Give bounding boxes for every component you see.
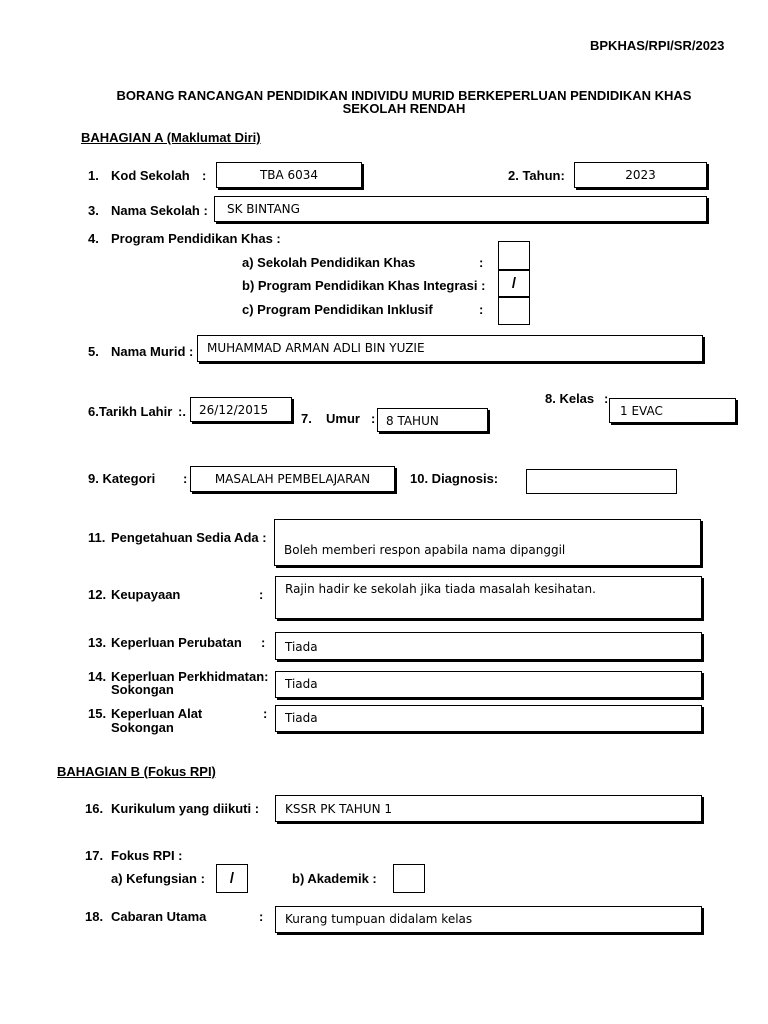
- umur-field[interactable]: [377, 408, 488, 432]
- tahun-value: 2023: [625, 168, 656, 182]
- q12-number: 12.: [88, 587, 107, 602]
- akademik-checkbox[interactable]: [393, 864, 425, 893]
- q13-label: Keperluan Perubatan: [111, 635, 242, 650]
- keperluan-perubatan-field[interactable]: [275, 632, 702, 660]
- q3-label: Nama Sekolah :: [111, 203, 208, 218]
- keperluan-perkhidmatan-value: Tiada: [285, 677, 318, 691]
- q4-label: Program Pendidikan Khas :: [111, 231, 281, 246]
- keperluan-perkhidmatan-field[interactable]: [275, 671, 702, 698]
- q4-option-c-colon: :: [479, 302, 484, 317]
- q18-colon: :: [259, 909, 264, 924]
- pengetahuan-sedia-ada-field[interactable]: [274, 519, 701, 566]
- q12-label: Keupayaan: [111, 587, 181, 602]
- kategori-field[interactable]: [190, 466, 395, 492]
- kod-sekolah-field[interactable]: [216, 162, 362, 188]
- q15-number: 15.: [88, 706, 107, 721]
- q7-number: 7.: [301, 411, 312, 426]
- q17-label: Fokus RPI :: [111, 848, 183, 863]
- q9-colon: :: [183, 471, 188, 486]
- form-title-line2: SEKOLAH RENDAH: [342, 101, 466, 116]
- q3-number: 3.: [88, 203, 99, 218]
- form-reference-code: BPKHAS/RPI/SR/2023: [590, 38, 725, 53]
- kelas-value: 1 EVAC: [620, 404, 663, 418]
- q18-label: Cabaran Utama: [111, 909, 207, 924]
- q4-option-c-checkbox[interactable]: [498, 297, 530, 325]
- q16-number: 16.: [85, 801, 104, 816]
- q9-label: 9. Kategori: [88, 471, 156, 486]
- q4-option-a-checkbox[interactable]: [498, 241, 530, 270]
- diagnosis-field[interactable]: [526, 469, 677, 494]
- q14-label-line2: Sokongan: [111, 682, 174, 697]
- kefungsian-checkbox[interactable]: /: [216, 864, 248, 893]
- q12-colon: :: [259, 587, 264, 602]
- tahun-field[interactable]: [574, 162, 707, 188]
- nama-murid-value: MUHAMMAD ARMAN ADLI BIN YUZIE: [207, 341, 425, 355]
- cabaran-utama-value: Kurang tumpuan didalam kelas: [285, 912, 473, 926]
- tarikh-lahir-field[interactable]: [190, 397, 292, 422]
- q15-colon: :: [263, 706, 268, 721]
- q1-colon: :: [202, 168, 207, 183]
- q13-colon: :: [261, 635, 266, 650]
- q17-number: 17.: [85, 848, 104, 863]
- q4-option-b-checkbox[interactable]: /: [498, 270, 530, 297]
- q18-number: 18.: [85, 909, 104, 924]
- q1-number: 1.: [88, 168, 99, 183]
- q11-label: Pengetahuan Sedia Ada :: [111, 530, 267, 545]
- keupayaan-value: Rajin hadir ke sekolah jika tiada masalah kesihatan.: [285, 582, 596, 596]
- kurikulum-field[interactable]: [275, 795, 702, 822]
- q7-colon: :: [371, 411, 376, 426]
- q8-colon: :: [604, 391, 609, 406]
- keperluan-perubatan-value: Tiada: [285, 640, 318, 654]
- q4-option-b-label: b) Program Pendidikan Khas Integrasi :: [242, 278, 486, 293]
- section-a-title: BAHAGIAN A (Maklumat Diri): [81, 130, 261, 145]
- keperluan-alat-field[interactable]: [275, 705, 702, 732]
- q4-option-a-colon: :: [479, 255, 484, 270]
- kategori-value: MASALAH PEMBELAJARAN: [214, 472, 371, 486]
- q6-colon: :.: [178, 404, 186, 419]
- q15-label-line1: Keperluan Alat: [111, 706, 203, 721]
- kod-sekolah-value: TBA 6034: [259, 168, 319, 182]
- form-title-line1: BORANG RANCANGAN PENDIDIKAN INDIVIDU MURID BERKEPERLUAN PENDIDIKAN KHAS: [116, 88, 692, 103]
- q16-label: Kurikulum yang diikuti :: [111, 801, 260, 816]
- q4-option-c-label: c) Program Pendidikan Inklusif: [242, 302, 433, 317]
- q8-label: 8. Kelas: [545, 391, 595, 406]
- akademik-label: b) Akademik :: [292, 871, 377, 886]
- nama-murid-field[interactable]: [197, 335, 703, 362]
- q10-label: 10. Diagnosis:: [410, 471, 499, 486]
- nama-sekolah-field[interactable]: [214, 196, 707, 222]
- kurikulum-value: KSSR PK TAHUN 1: [285, 802, 393, 816]
- cabaran-utama-field[interactable]: [275, 906, 702, 933]
- q7-label: Umur: [326, 411, 360, 426]
- q14-label-line1: Keperluan Perkhidmatan:: [111, 669, 269, 684]
- tarikh-lahir-value: 26/12/2015: [199, 403, 269, 417]
- q6-label: 6.Tarikh Lahir: [88, 404, 173, 419]
- umur-value: 8 TAHUN: [386, 414, 439, 428]
- q5-label: Nama Murid :: [111, 344, 194, 359]
- q4-number: 4.: [88, 231, 99, 246]
- q5-number: 5.: [88, 344, 99, 359]
- kefungsian-label: a) Kefungsian :: [111, 871, 205, 886]
- q11-number: 11.: [88, 530, 106, 545]
- q15-label-line2: Sokongan: [111, 720, 174, 735]
- q13-number: 13.: [88, 635, 107, 650]
- q14-number: 14.: [88, 669, 107, 684]
- section-b-title: BAHAGIAN B (Fokus RPI): [57, 764, 216, 779]
- q1-label: Kod Sekolah: [111, 168, 190, 183]
- q4-option-a-label: a) Sekolah Pendidikan Khas: [242, 255, 416, 270]
- kelas-field[interactable]: [609, 398, 736, 423]
- pengetahuan-sedia-ada-value: Boleh memberi respon apabila nama dipanggil: [284, 543, 566, 557]
- keupayaan-field[interactable]: [275, 576, 702, 619]
- nama-sekolah-value: SK BINTANG: [227, 202, 300, 216]
- q2-label: 2. Tahun:: [508, 168, 565, 183]
- keperluan-alat-value: Tiada: [285, 711, 318, 725]
